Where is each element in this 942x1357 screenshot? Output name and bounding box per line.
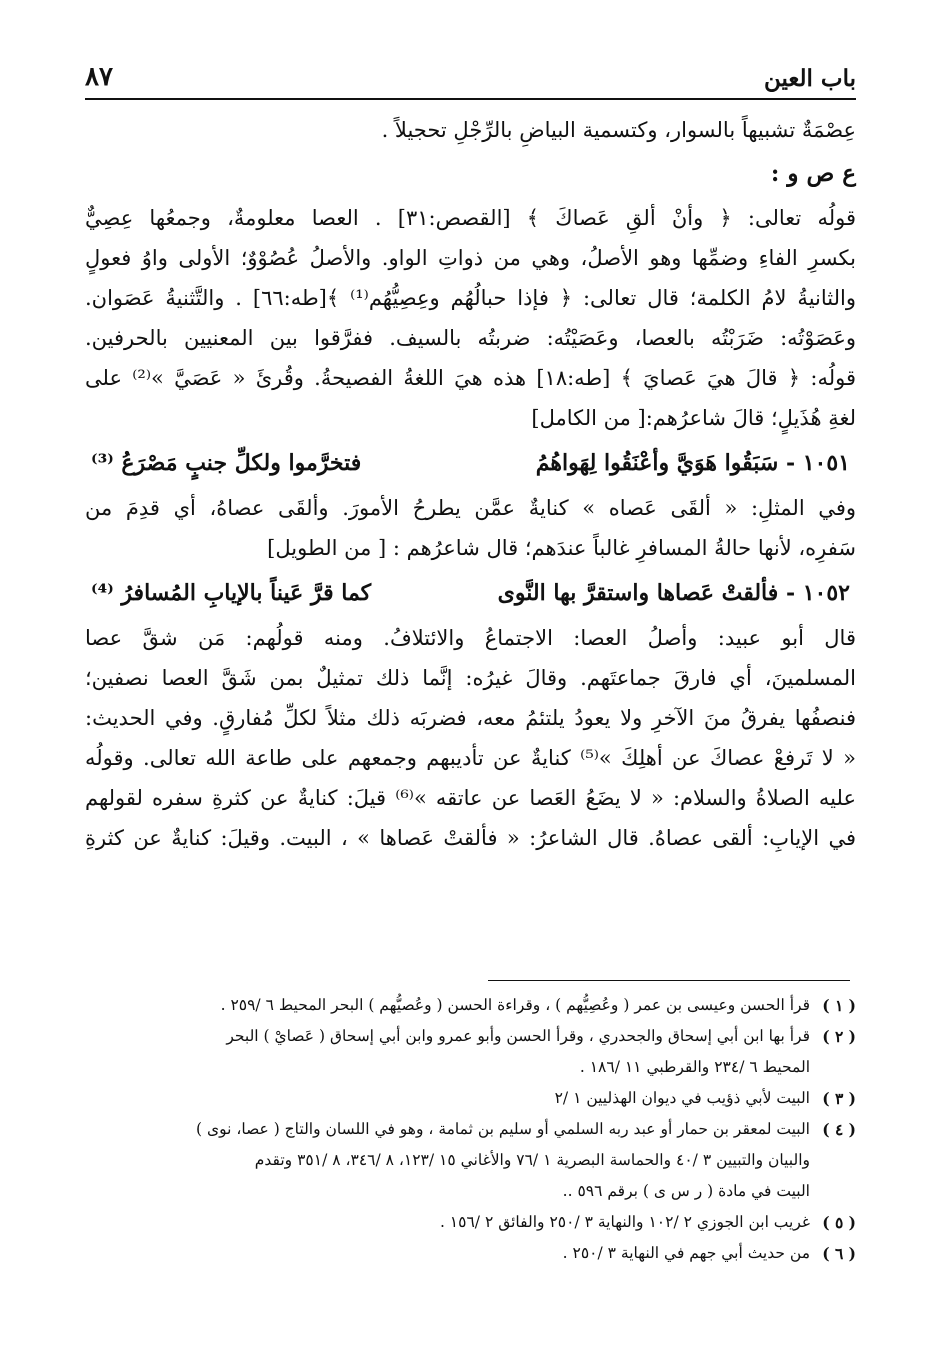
text-line: قولُه تعالى: ﴿ وأنْ ألقِ عَصاكَ ﴾ [القصص:٣١] . العصا معلومةٌ، وجمعُها عِصِيٌّ — [85, 206, 856, 230]
text-line: وفي المثلِ: « ألقَى عَصاه » كنايةٌ عمَّن يطرحُ الأمورَ. وألقَى عصاهُ، أي قدِمَ من — [85, 496, 856, 520]
paragraph — [85, 198, 856, 438]
main-text — [85, 110, 856, 858]
hemistich: سَبَقُوا هَوَيَّ وأعْنَقُوا لِهَواهُمُ — [535, 450, 779, 476]
text-line: في الإيابِ: ألقى عصاهُ. قال الشاعرُ: « فألقتْ عَصاها » ، البيت. وقيلَ: كنايةٌ عن كثرةِ — [85, 826, 856, 850]
footnote-number: ( ٣ ) — [822, 1089, 856, 1108]
text-line: والثانيةُ لامُ الكلمة؛ قال تعالى: ﴿ فإذا حبالُهُم وعِصِيُّهُم⁽¹⁾ ﴾[طه:٦٦] . والتَّثنيةُ عَصَوان. — [85, 286, 856, 310]
poetry-verse — [85, 570, 856, 616]
footnote-continuation: البيت في مادة ( ر س ى ) برقم ٥٩٦ .. — [562, 1182, 810, 1200]
hemistich: كما قرَّ عَيناً بالإيابِ المُسافرُ ⁽⁴⁾ — [91, 580, 372, 606]
footnote-number: ( ٥ ) — [822, 1213, 856, 1232]
footnote-continuation: والبيان والتبيين ٣ /٤٠ والحماسة البصرية ١ /٧٦ والأغاني ١٥ /١٢٣، ٨ /٣٤٦، ٨ /٣٥١ وتقدم — [254, 1151, 810, 1169]
footnotes — [85, 990, 856, 1269]
paragraph — [85, 618, 856, 858]
footnote — [85, 990, 856, 1021]
root-heading: ع ص و : — [770, 160, 856, 187]
text-line: لغةِ هُذَيلٍ؛ قالَ شاعرُهم:[ من الكامل] — [531, 406, 856, 430]
running-title: باب العين — [763, 65, 856, 92]
hemistich: فتخرَّموا ولكلِّ جنبٍ مَصْرَعُ ⁽³⁾ — [91, 450, 362, 476]
verse-number: ١٠٥٢ - — [785, 580, 850, 606]
footnote-separator — [488, 980, 850, 981]
text-line: قال أبو عبيد: وأصلُ العصا: الاجتماعُ والائتلافُ. ومنه قولُهم: مَن شقَّ عصا — [85, 626, 856, 650]
paragraph — [85, 488, 856, 568]
footnote — [85, 1238, 856, 1269]
footnote-text: قرأ الحسن وعيسى بن عمر ( وعُصِيُّهم ) ، وقراءة الحسن ( وعُصيُّهم ) البحر المحيط ٦ /٢٥٩ . — [220, 996, 810, 1014]
footnote-text: من حديث أبي جهم في النهاية ٣ /٢٥٠ . — [562, 1244, 810, 1262]
footnote — [85, 1114, 856, 1145]
verse-first-half — [498, 570, 850, 616]
footnote-number: ( ٢ ) — [822, 1027, 856, 1046]
page-number: ٨٧ — [85, 62, 113, 92]
page-header — [85, 52, 856, 100]
text-line: بكسرِ الفاءِ وضمِّها وهو الأصلُ، وهي من ذواتِ الواو. والأصلُ عُصُوْوٌ؛ الأولى واوُ فعولٍ — [85, 246, 856, 270]
text-line: وعَصَوْتُه: ضَرَبْتُه بالعصا، وعَصَيْتُه: ضربتُه بالسيف. ففرَّقوا بين المعنيين بالحرفين. — [85, 326, 856, 350]
text-line: المسلمينَ، أي فارقَ جماعتَهم. وقالَ غيرُه: إنَّما ذلك تمثيلٌ بمن شَقَّ العصا نصفين؛ — [85, 666, 856, 690]
footnote-number: ( ٤ ) — [822, 1120, 856, 1139]
text-line: عليه الصلاةُ والسلام: « لا يضَعُ العَصا عن عاتقه »⁽⁶⁾ قيلَ: كنايةٌ عن كثرةِ سفره لقولهم — [85, 786, 856, 810]
footnote — [85, 1083, 856, 1114]
footnote-number: ( ١ ) — [822, 996, 856, 1015]
footnote-text: غريب ابن الجوزي ٢ /١٠٢ والنهاية ٣ /٢٥٠ والفائق ٢ /١٥٦ . — [439, 1213, 810, 1231]
verse-first-half — [536, 440, 850, 486]
poetry-verse — [85, 440, 856, 486]
text-line: « لا تَرفعْ عصاكَ عن أهلِكَ »⁽⁵⁾ كنايةٌ عن تأديبهم وجمعهم على طاعة الله تعالى. وقولُه — [85, 746, 856, 770]
text-line: فنصفُها يفرقُ منَ الآخرِ ولا يعودُ يلتئمُ معه، فضربَه ذلك مثلاً لكلِّ مُفارقٍ. وفي الحديث: — [85, 706, 856, 730]
footnote-text: البيت لأبي ذؤيب في ديوان الهذليين ١ /٢ — [554, 1089, 810, 1107]
footnote — [85, 1021, 856, 1052]
footnote-text: البيت لمعقر بن حمار أو عبد ربه السلمي أو سليم بن ثمامة ، وهو في اللسان والتاج ( عصا، نوى ) — [196, 1120, 810, 1138]
text-line: سَفرِه، لأنها حالةُ المسافرِ غالباً عندَهم؛ قال شاعرُهم : [ من الطويل] — [267, 536, 856, 560]
footnote-number: ( ٦ ) — [822, 1244, 856, 1263]
verse-number: ١٠٥١ - — [785, 450, 850, 476]
footnote — [85, 1207, 856, 1238]
footnote-text: قرأ بها ابن أبي إسحاق والجحدري ، وقرأ الحسن وأبو عمرو وابن أبي إسحاق ( عَصايْ ) البحر — [226, 1027, 810, 1045]
text-line: عِصْمَةٌ تشبيهاً بالسوار، وكتسمية البياضِ بالرِّجْلِ تحجيلاً . — [381, 118, 856, 142]
hemistich: فألقتْ عَصاها واستقرَّ بها النَّوى — [497, 580, 779, 606]
text-line: قولُه: ﴿ قالَ هيَ عَصايَ ﴾ [طه:١٨] هذه هيَ اللغةُ الفصيحةُ. وقُرئَ « عَصَيَّ »⁽²⁾ على — [85, 366, 856, 390]
footnote-continuation: المحيط ٦ /٢٣٤ والقرطبي ١١ /١٨٦ . — [579, 1058, 810, 1076]
